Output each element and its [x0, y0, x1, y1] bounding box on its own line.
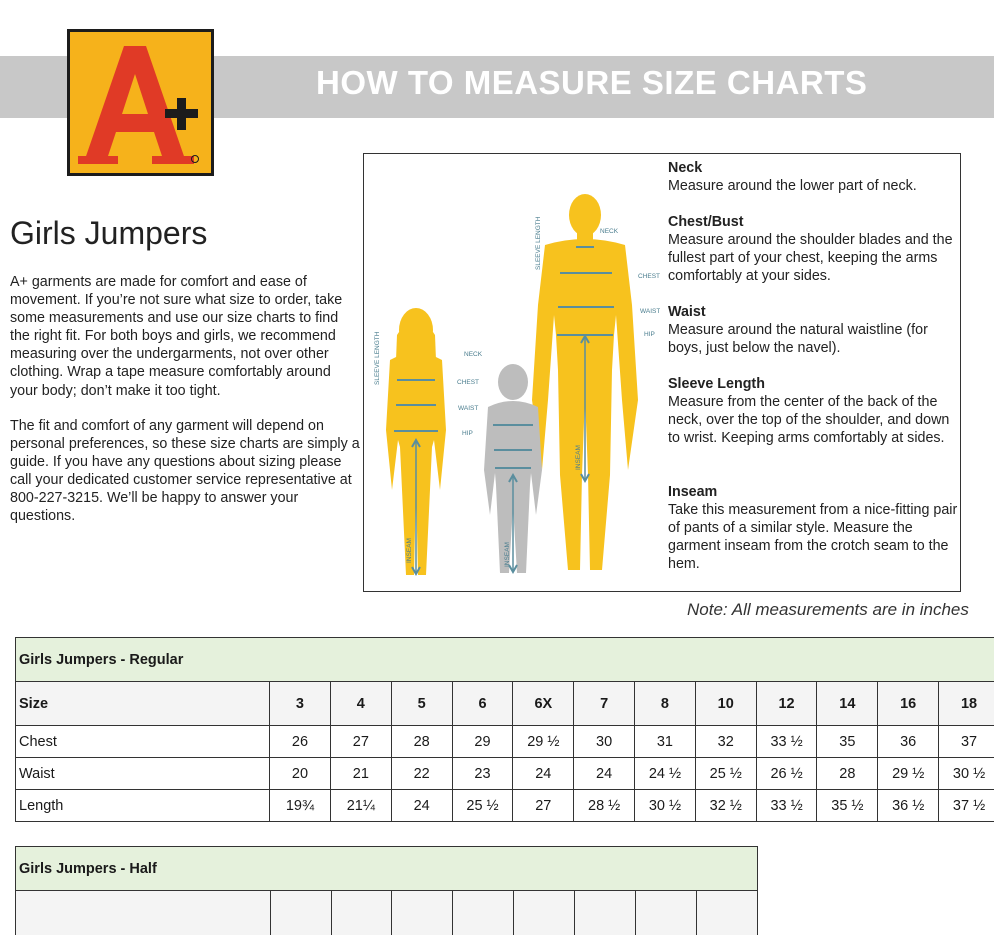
- guide-neck-heading: Neck: [668, 159, 960, 177]
- table-cell: 33 ½: [756, 726, 817, 758]
- table-cell: 36 ½: [878, 790, 939, 822]
- row-label: Length: [16, 790, 270, 822]
- table-cell: 24: [513, 758, 574, 790]
- size-header-label: Size: [16, 682, 270, 726]
- child-inseam-label: INSEAM: [504, 542, 511, 567]
- size-header-cell: 7: [574, 682, 635, 726]
- table-cell: 30 ½: [635, 790, 696, 822]
- table-cell: 27: [513, 790, 574, 822]
- guide-waist-text: Measure around the natural waistline (for boys, just below the navel).: [668, 322, 928, 356]
- table-cell: 24: [574, 758, 635, 790]
- girl-neck-label: NECK: [464, 351, 483, 358]
- adult-chest-label: CHEST: [638, 273, 660, 280]
- table-cell: 37: [939, 726, 994, 758]
- measurement-note: Note: All measurements are in inches: [687, 600, 969, 620]
- size-header-cell: 4: [330, 682, 391, 726]
- guide-sleeve-length-heading: Sleeve Length: [668, 375, 960, 393]
- table-cell: 29 ½: [878, 758, 939, 790]
- size-header-cell: 16: [878, 682, 939, 726]
- adult-waist-label: WAIST: [640, 308, 660, 315]
- table-cell: 29 ½: [513, 726, 574, 758]
- guide-waist: [668, 303, 960, 357]
- intro-paragraph-1: A+ garments are made for comfort and ease of movement. If you’re not sure what size to order, take some measurements and use our size charts to find the right fit. For both boys and girls, we recommend measuring over the undergarments, not over other clothing. Wrap a tape measure comfortably around your body; don’t make it too tight.: [10, 273, 362, 400]
- table-cell: 26: [270, 726, 331, 758]
- table-cell: 37 ½: [939, 790, 994, 822]
- table-cell: 21¼: [330, 790, 391, 822]
- table-cell: 24 ½: [635, 758, 696, 790]
- table-cell: 24: [391, 790, 452, 822]
- table-cell: 33 ½: [756, 790, 817, 822]
- row-label: Chest: [16, 726, 270, 758]
- guide-neck: [668, 159, 960, 195]
- size-header-cell: 3: [270, 682, 331, 726]
- guide-waist-heading: Waist: [668, 303, 960, 321]
- adult-neck-label: NECK: [600, 228, 619, 235]
- guide-sleeve-length: [668, 375, 960, 447]
- table-cell: 25 ½: [695, 758, 756, 790]
- table-cell: 21: [330, 758, 391, 790]
- table-row-waist: [16, 758, 994, 790]
- guide-chest: [668, 213, 960, 285]
- table-cell: 35 ½: [817, 790, 878, 822]
- table-cell: 36: [878, 726, 939, 758]
- guide-inseam-heading: Inseam: [668, 483, 960, 501]
- adult-hip-label: HIP: [644, 331, 655, 338]
- table-header-row: [16, 682, 994, 726]
- size-header-cell: 5: [391, 682, 452, 726]
- table-cell: 32: [695, 726, 756, 758]
- guide-inseam-text: Take this measurement from a nice-fitting pair of pants of a similar style. Measure the garment inseam from the crotch seam to the hem.: [668, 502, 957, 572]
- girl-hip-label: HIP: [462, 430, 473, 437]
- table-cell: 32 ½: [695, 790, 756, 822]
- table-cell: 20: [270, 758, 331, 790]
- table-cell: 31: [635, 726, 696, 758]
- a-plus-logo: [67, 29, 214, 176]
- guide-chest-heading: Chest/Bust: [668, 213, 960, 231]
- table-cell: 28 ½: [574, 790, 635, 822]
- guide-sleeve-length-text: Measure from the center of the back of the neck, over the top of the shoulder, and down to wrist. Keeping arms comfortably at sides.: [668, 394, 949, 446]
- size-header-cell: 10: [695, 682, 756, 726]
- guide-neck-text: Measure around the lower part of neck.: [668, 178, 917, 194]
- table-header-row: [16, 891, 758, 935]
- table-row-length: [16, 790, 994, 822]
- adult-inseam-label: INSEAM: [575, 445, 582, 470]
- table-cell: 27: [330, 726, 391, 758]
- table-cell: 29: [452, 726, 513, 758]
- size-header-cell: 8: [635, 682, 696, 726]
- girl-sleeve-length-label: SLEEVE LENGTH: [374, 331, 381, 385]
- size-table-regular: [15, 637, 994, 822]
- size-header-cell: 6X: [513, 682, 574, 726]
- girl-waist-label: WAIST: [458, 405, 478, 412]
- guide-chest-text: Measure around the shoulder blades and the fullest part of your chest, keeping the arms comfortably at your sides.: [668, 232, 953, 284]
- table-caption-regular: Girls Jumpers - Regular: [16, 638, 994, 682]
- table-cell: 23: [452, 758, 513, 790]
- girl-chest-label: CHEST: [457, 379, 479, 386]
- size-header-cell: 6: [452, 682, 513, 726]
- table-caption-half: Girls Jumpers - Half: [16, 847, 758, 891]
- table-cell: 26 ½: [756, 758, 817, 790]
- intro-paragraph-2: The fit and comfort of any garment will depend on personal preferences, so these size charts are simply a guide. If you have any questions about sizing please call your dedicated customer service representative at 800-227-3215. We’ll be happy to answer your questions.: [10, 417, 362, 526]
- guide-inseam: [668, 483, 960, 573]
- table-cell: 22: [391, 758, 452, 790]
- table-cell: 30: [574, 726, 635, 758]
- a-plus-logo-icon: [70, 32, 211, 173]
- adult-sleeve-length-label: SLEEVE LENGTH: [535, 216, 542, 270]
- size-header-cell: 12: [756, 682, 817, 726]
- size-header-cell: 14: [817, 682, 878, 726]
- table-cell: 19¾: [270, 790, 331, 822]
- girl-inseam-label: INSEAM: [406, 538, 413, 563]
- size-table-half: [15, 846, 758, 935]
- size-header-cell: 18: [939, 682, 994, 726]
- table-cell: 28: [817, 758, 878, 790]
- table-row-chest: [16, 726, 994, 758]
- page-title: Girls Jumpers: [10, 215, 207, 252]
- page-header-title: HOW TO MEASURE SIZE CHARTS: [316, 64, 867, 102]
- table-cell: 30 ½: [939, 758, 994, 790]
- table-cell: 25 ½: [452, 790, 513, 822]
- row-label: Waist: [16, 758, 270, 790]
- table-cell: 28: [391, 726, 452, 758]
- body-measurement-illustration: [370, 185, 660, 585]
- table-cell: 35: [817, 726, 878, 758]
